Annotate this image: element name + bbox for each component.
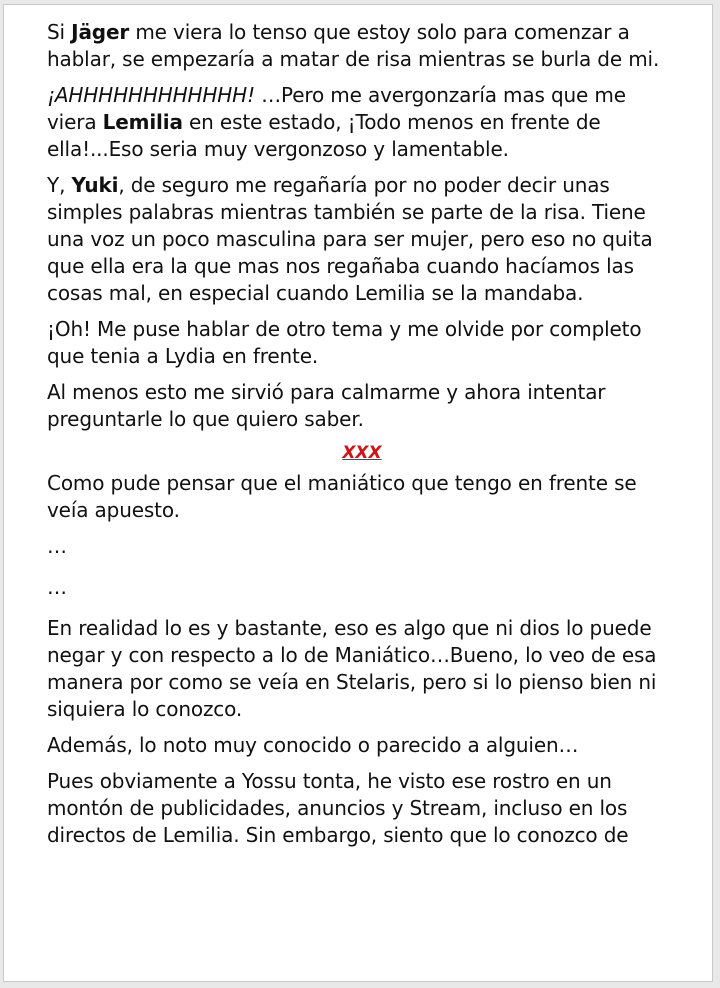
- paragraph-8-ellipsis: …: [47, 575, 67, 599]
- paragraph-1: [47, 19, 677, 73]
- paragraph-9: En realidad lo es y bastante, eso es algo que ni dios lo puede negar y con respecto a lo de Maniático…Bueno, lo veo de esa manera por como se veía en Stelaris, pero si lo pienso bien ni siquiera lo conozco.: [47, 616, 657, 721]
- paragraph-11: Pues obviamente a Yossu tonta, he visto ese rostro en un montón de publicidades, anuncios y Stream, incluso en los directos de Lemilia. Sin embargo, siento que lo conozco de: [47, 769, 629, 847]
- separator-mark: XXX: [342, 443, 382, 463]
- paragraph-7-ellipsis: …: [47, 534, 67, 558]
- p1-text-a: Si: [47, 20, 72, 44]
- p2-text-b: …Pero me avergonzaría mas que me viera: [47, 83, 626, 134]
- document-body: [47, 19, 677, 858]
- document-page: [3, 4, 713, 982]
- paragraph-4: ¡Oh! Me puse hablar de otro tema y me olvide por completo que tenia a Lydia en frente.: [47, 317, 642, 368]
- p3-text-c: , de seguro me regañaría por no poder decir unas simples palabras mientras también se parte de la risa. Tiene una voz un poco masculina para ser mujer, pero eso no quita que ella era la que mas nos regañaba cuando hacíamos las cosas mal, en especial cuando Lemilia se la mandaba.: [47, 173, 653, 305]
- paragraph-5: Al menos esto me sirvió para calmarme y ahora intentar preguntarle lo que quiero saber.: [47, 380, 606, 431]
- name-lemilia: Lemilia: [102, 110, 183, 134]
- p1-text-c: me viera lo tenso que estoy solo para comenzar a hablar, se empezaría a matar de risa mientras se burla de mi.: [47, 20, 660, 71]
- p2-exclamation: ¡AHHHHHHHHHHHH!: [47, 83, 255, 107]
- paragraph-3: [47, 172, 677, 307]
- p2-text-d: en este estado, ¡Todo menos en frente de ella!...Eso seria muy vergonzoso y lamentable.: [47, 110, 601, 161]
- paragraph-2: [47, 82, 677, 163]
- paragraph-10: Además, lo noto muy conocido o parecido a alguien…: [47, 733, 579, 757]
- p3-text-a: Y,: [47, 173, 72, 197]
- name-jager: Jäger: [71, 20, 130, 44]
- name-yuki: Yuki: [71, 173, 119, 197]
- paragraph-6: Como pude pensar que el maniático que tengo en frente se veía apuesto.: [47, 471, 637, 522]
- scene-separator: [47, 438, 677, 465]
